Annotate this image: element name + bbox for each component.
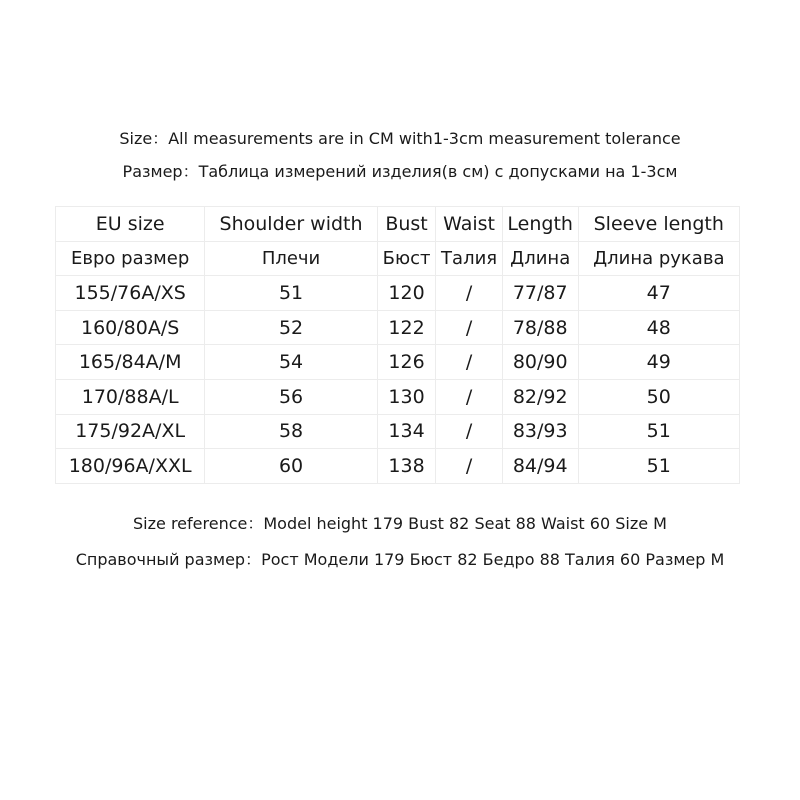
table-cell: 120 xyxy=(377,276,436,311)
table-row xyxy=(56,379,740,414)
header-cell: Евро размер xyxy=(56,241,205,276)
header-row-english xyxy=(56,207,740,242)
table-cell: 126 xyxy=(377,345,436,380)
header-cell: Плечи xyxy=(205,241,378,276)
table-cell: 180/96A/XXL xyxy=(56,449,205,484)
table-cell: 51 xyxy=(578,449,739,484)
table-cell: 48 xyxy=(578,310,739,345)
table-cell: / xyxy=(436,449,503,484)
header-cell: Длина xyxy=(502,241,578,276)
table-row xyxy=(56,414,740,449)
table-cell: 51 xyxy=(205,276,378,311)
table-cell: 52 xyxy=(205,310,378,345)
table-cell: 56 xyxy=(205,379,378,414)
table-cell: / xyxy=(436,379,503,414)
header-row-russian xyxy=(56,241,740,276)
table-cell: 50 xyxy=(578,379,739,414)
table-cell: 160/80A/S xyxy=(56,310,205,345)
table-row xyxy=(56,276,740,311)
header-cell: Shoulder width xyxy=(205,207,378,242)
table-cell: 155/76A/XS xyxy=(56,276,205,311)
table-cell: 82/92 xyxy=(502,379,578,414)
table-cell: 170/88A/L xyxy=(56,379,205,414)
table-cell: / xyxy=(436,414,503,449)
table-cell: / xyxy=(436,310,503,345)
size-chart-table xyxy=(55,206,740,484)
size-reference-russian: Справочный размер：Рост Модели 179 Бюст 82 Бедро 88 Талия 60 Размер M xyxy=(75,550,725,569)
table-row xyxy=(56,310,740,345)
header-cell: Sleeve length xyxy=(578,207,739,242)
table-cell: 54 xyxy=(205,345,378,380)
size-reference-english: Size reference：Model height 179 Bust 82 Seat 88 Waist 60 Size M xyxy=(133,514,667,533)
intro-english-text: Size：All measurements are in CM with1-3cm measurement tolerance xyxy=(119,129,681,148)
table-cell: 78/88 xyxy=(502,310,578,345)
header-cell: Длина рукава xyxy=(578,241,739,276)
table-cell: 47 xyxy=(578,276,739,311)
table-cell: 60 xyxy=(205,449,378,484)
table-cell: / xyxy=(436,345,503,380)
table-cell: 58 xyxy=(205,414,378,449)
header-cell: Length xyxy=(502,207,578,242)
table-cell: 84/94 xyxy=(502,449,578,484)
table-cell: / xyxy=(436,276,503,311)
table-cell: 77/87 xyxy=(502,276,578,311)
header-cell: Талия xyxy=(436,241,503,276)
header-cell: Бюст xyxy=(377,241,436,276)
header-cell: EU size xyxy=(56,207,205,242)
table-cell: 122 xyxy=(377,310,436,345)
intro-russian-text: Размер：Таблица измерений изделия(в см) с допусками на 1-3см xyxy=(122,162,678,181)
table-row xyxy=(56,345,740,380)
table-cell: 175/92A/XL xyxy=(56,414,205,449)
table-cell: 130 xyxy=(377,379,436,414)
header-cell: Waist xyxy=(436,207,503,242)
table-cell: 51 xyxy=(578,414,739,449)
table-cell: 80/90 xyxy=(502,345,578,380)
table-cell: 83/93 xyxy=(502,414,578,449)
table-cell: 165/84A/M xyxy=(56,345,205,380)
header-cell: Bust xyxy=(377,207,436,242)
table-cell: 134 xyxy=(377,414,436,449)
table-cell: 49 xyxy=(578,345,739,380)
table-cell: 138 xyxy=(377,449,436,484)
table-row xyxy=(56,449,740,484)
